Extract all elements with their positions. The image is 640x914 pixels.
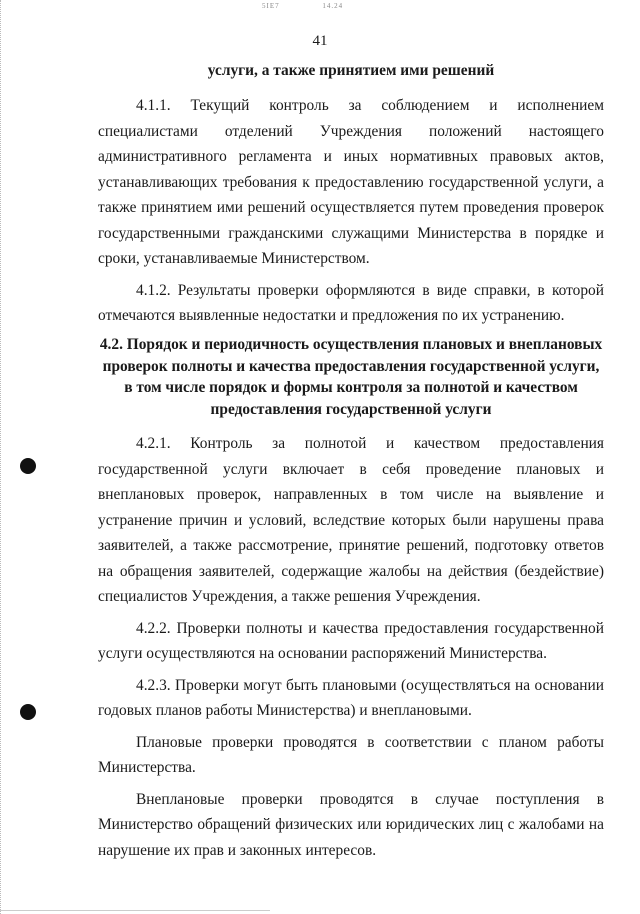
scan-left-edge	[0, 0, 3, 914]
binder-hole	[20, 704, 36, 720]
bottom-paragraphs	[98, 431, 604, 863]
page-number: 41	[312, 33, 328, 49]
binder-hole	[20, 458, 36, 474]
paragraph-4-1-2: 4.1.2. Результаты проверки оформляются в виде справки, в которой отмечаются выявленные недостатки и предложения по их устранению.	[98, 281, 604, 324]
scan-mark: 5IE7	[262, 2, 280, 10]
section-heading-4-2: 4.2. Порядок и периодичность осуществления плановых и внеплановых проверок полноты и качества предоставления государственной услуги, в том числе порядок и формы контроля за полнотой и качеством предоставления государственной услуги	[99, 336, 603, 418]
scan-marks	[262, 2, 383, 10]
scan-mark: 14.24	[322, 2, 344, 10]
paragraph-4-2-2: 4.2.2. Проверки полноты и качества предоставления государственной услуги осуществляются на основании распоряжений Министерства.	[98, 619, 604, 662]
paragraph-unplanned-checks: Внеплановые проверки проводятся в случае поступления в Министерство обращений физических или юридических лиц с жалобами на нарушение их прав и законных интересов.	[98, 790, 604, 859]
continued-heading: услуги, а также принятием ими решений	[207, 62, 495, 79]
paragraph-planned-checks: Плановые проверки проводятся в соответствии с планом работы Министерства.	[98, 733, 604, 776]
top-paragraphs	[98, 93, 604, 329]
scan-bottom-edge	[0, 910, 270, 911]
paragraph-4-2-1: 4.2.1. Контроль за полнотой и качеством предоставления государственной услуги включает в себя проведение плановых и внеплановых проверок, направленных в том числе на выявление и устранение причин и условий, вследствие которых были нарушены права заявителей, а также рассмотрение, принятие решений, подготовку ответов на обращения заявителей, содержащие жалобы на действия (бездействие) специалистов Учреждения, а также решения Учреждения.	[98, 435, 604, 605]
paragraph-4-2-3: 4.2.3. Проверки могут быть плановыми (осуществляться на основании годовых планов работы Министерства) и внеплановыми.	[98, 676, 604, 719]
paragraph-4-1-1: 4.1.1. Текущий контроль за соблюдением и исполнением специалистами отделений Учреждения положений настоящего административного регламента и иных нормативных правовых актов, устанавливающих требования к предоставлению государственной услуги, а также принятием ими решений осуществляется путем проведения проверок государственными гражданскими служащими Министерства в порядке и сроки, устанавливаемые Министерством.	[98, 97, 604, 267]
